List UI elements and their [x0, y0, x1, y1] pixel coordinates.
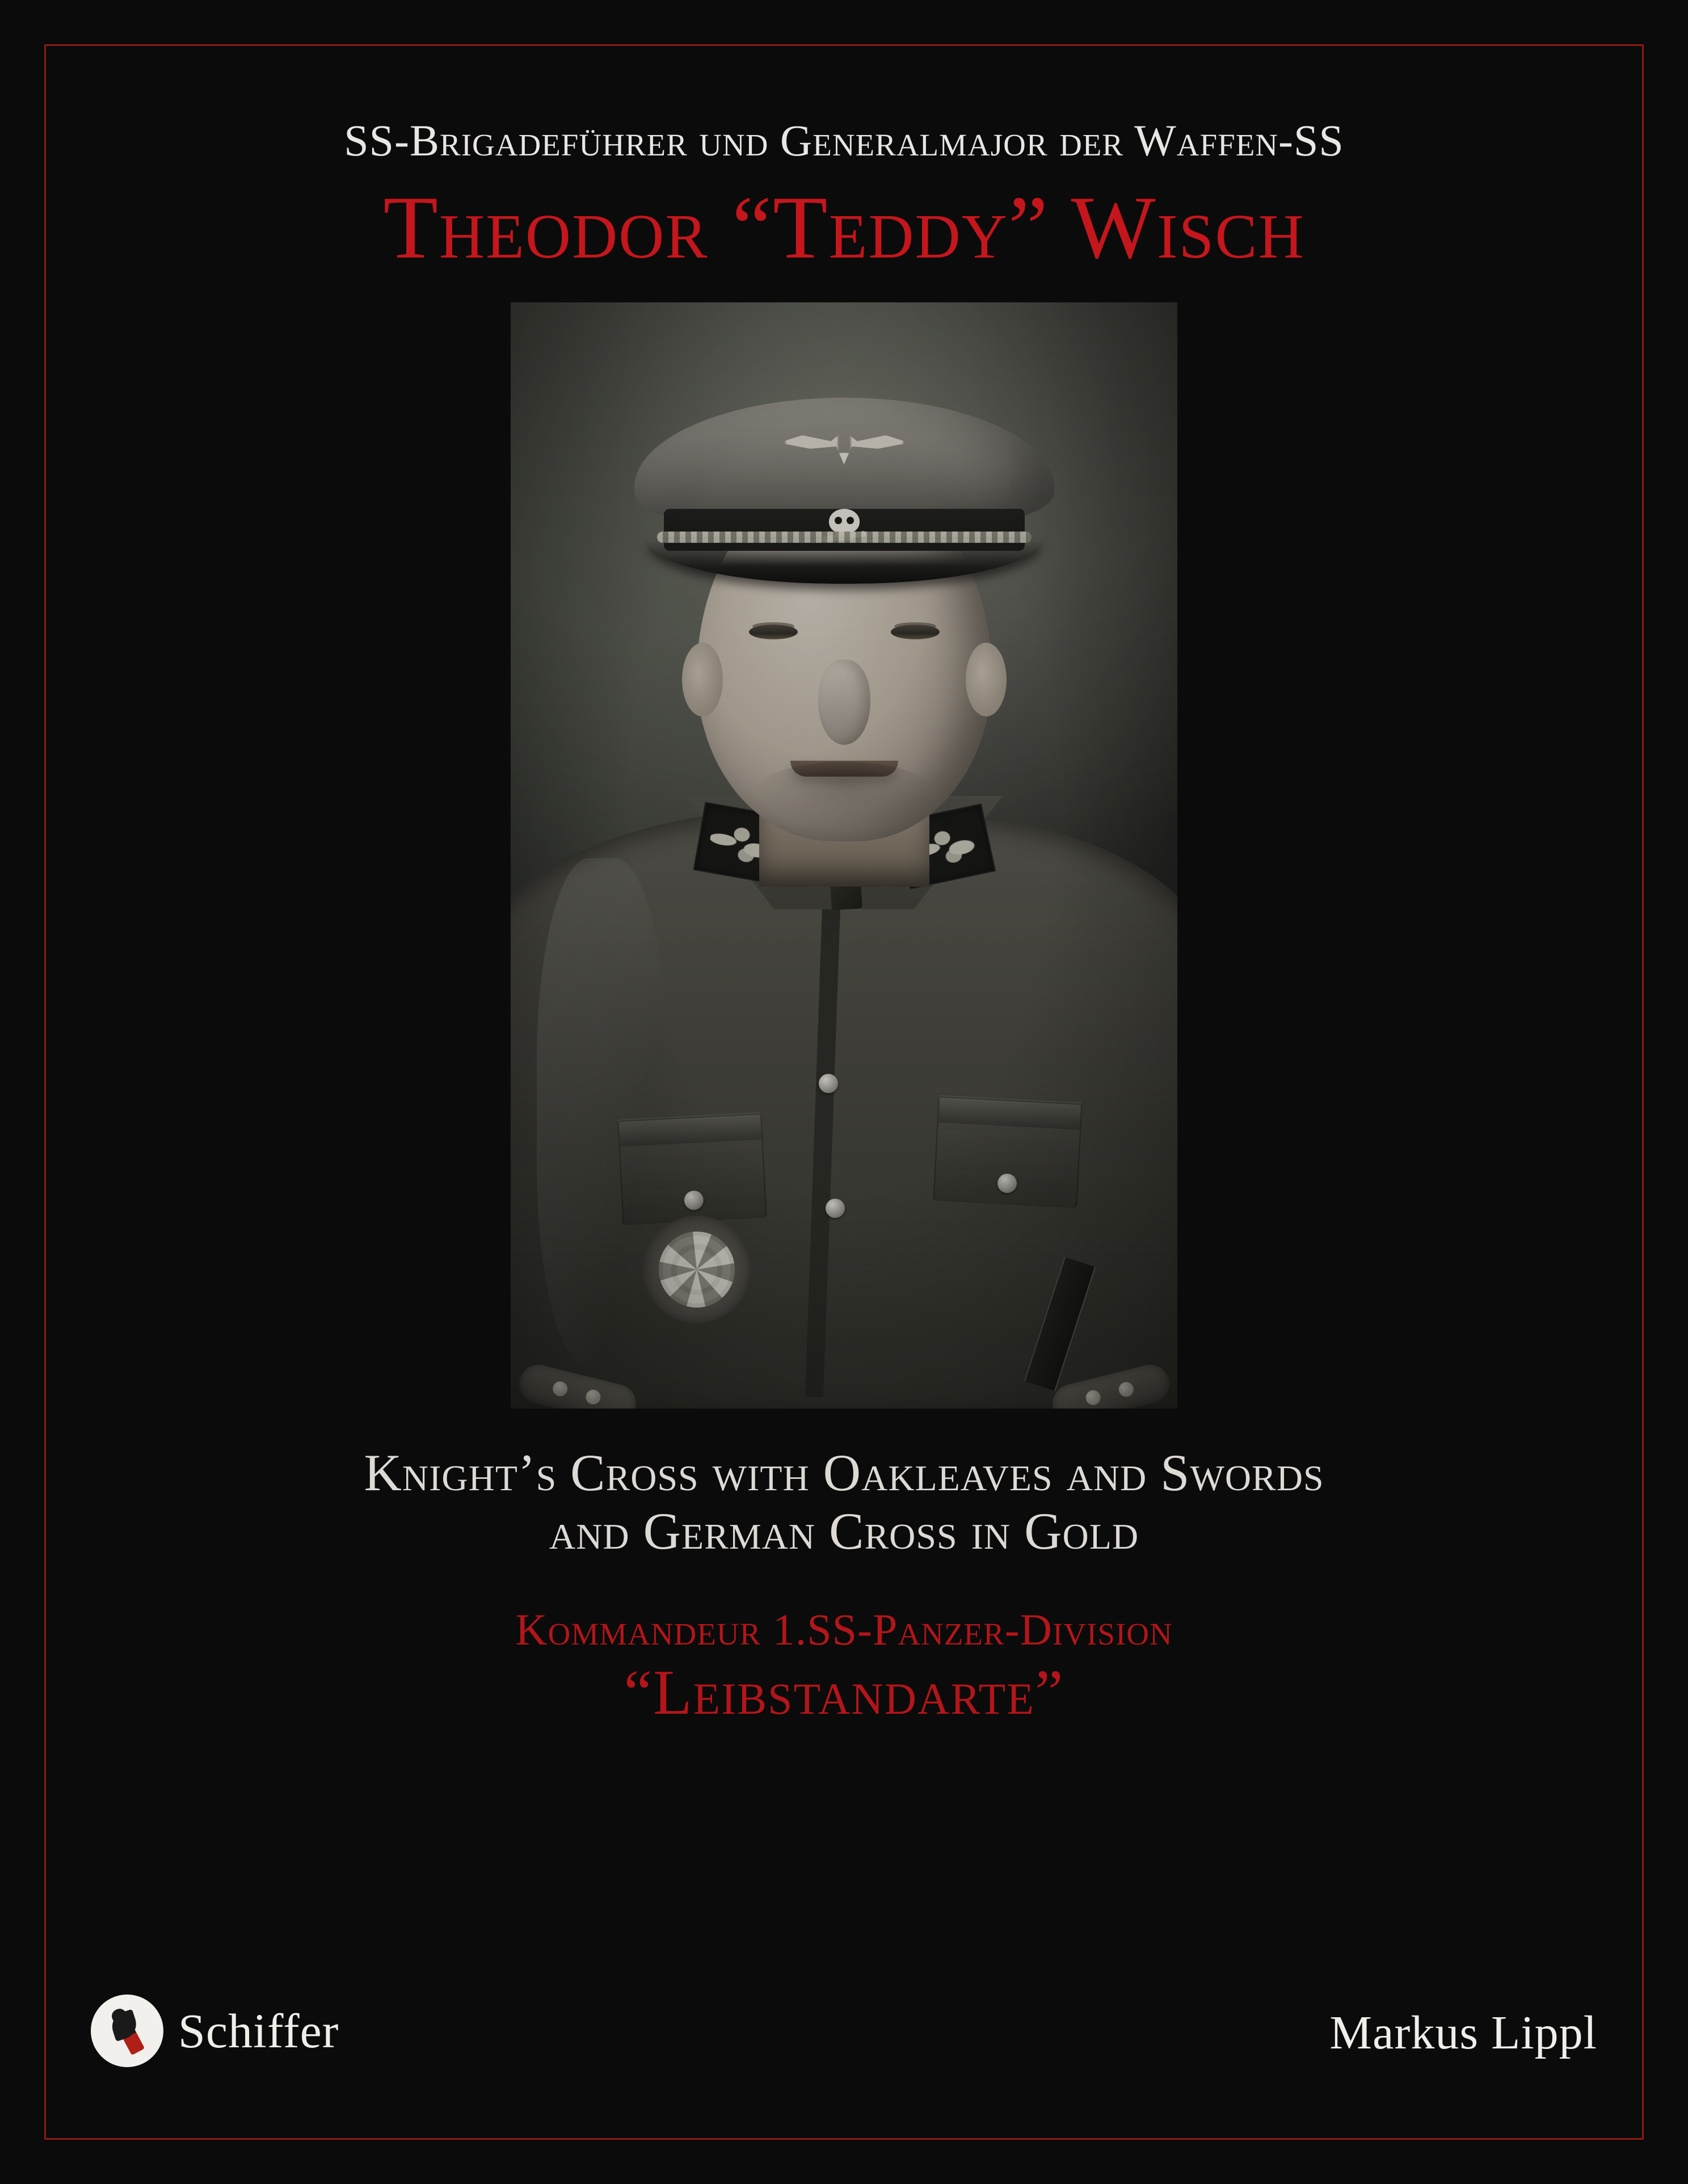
command-line-1: Kommandeur 1.SS-Panzer-Division — [515, 1604, 1173, 1654]
pocket-button — [684, 1190, 704, 1211]
shoulder-board-left — [515, 1360, 639, 1408]
skull-cranium — [829, 509, 860, 534]
pocket-flap — [938, 1095, 1081, 1129]
cover-command-text — [85, 1605, 1603, 1729]
rank-pip — [1084, 1389, 1102, 1407]
author-name: Markus Lippl — [1329, 2006, 1597, 2059]
cover-content — [85, 85, 1603, 2099]
cover-portrait-photo — [511, 302, 1177, 1409]
peaked-cap — [634, 398, 1054, 574]
page-title: Theodor “Teddy” Wisch — [383, 178, 1305, 277]
rank-pip — [551, 1380, 569, 1398]
command-line-2: “Leibstandarte” — [624, 1658, 1064, 1728]
quill-logo-icon — [91, 1995, 163, 2067]
eye-left — [749, 625, 798, 639]
tunic-button — [819, 1074, 838, 1093]
tunic-pocket-left — [617, 1113, 767, 1225]
skull-eye-right — [847, 517, 854, 524]
tunic-pocket-right — [933, 1096, 1082, 1208]
pocket-flap — [618, 1112, 761, 1146]
award-badge-icon — [637, 1210, 756, 1329]
ear-right — [966, 643, 1007, 716]
rank-pip — [584, 1388, 602, 1406]
cuff-title-band — [1024, 1257, 1095, 1391]
ear-left — [682, 643, 723, 716]
pocket-button — [997, 1173, 1017, 1194]
tunic-button — [826, 1199, 845, 1218]
shoulder-board-right — [1048, 1360, 1173, 1408]
publisher-block — [91, 1995, 339, 2067]
cover-subtitle — [85, 1444, 1603, 1561]
skull-eye-left — [835, 517, 842, 524]
chin-shadow — [751, 762, 938, 830]
rank-pip — [1117, 1380, 1135, 1398]
cover-kicker-rank: SS-Brigadeführer und Generalmajor der Waffen-SS — [344, 116, 1344, 165]
subtitle-line-2: and German Cross in Gold — [549, 1502, 1139, 1560]
eye-right — [891, 625, 940, 639]
publisher-name: Schiffer — [178, 2004, 339, 2058]
subtitle-line-1: Knight’s Cross with Oakleaves and Swords — [364, 1443, 1324, 1502]
quill-shape — [110, 2006, 145, 2055]
nose — [818, 660, 870, 745]
cover-footer — [85, 1959, 1603, 2067]
